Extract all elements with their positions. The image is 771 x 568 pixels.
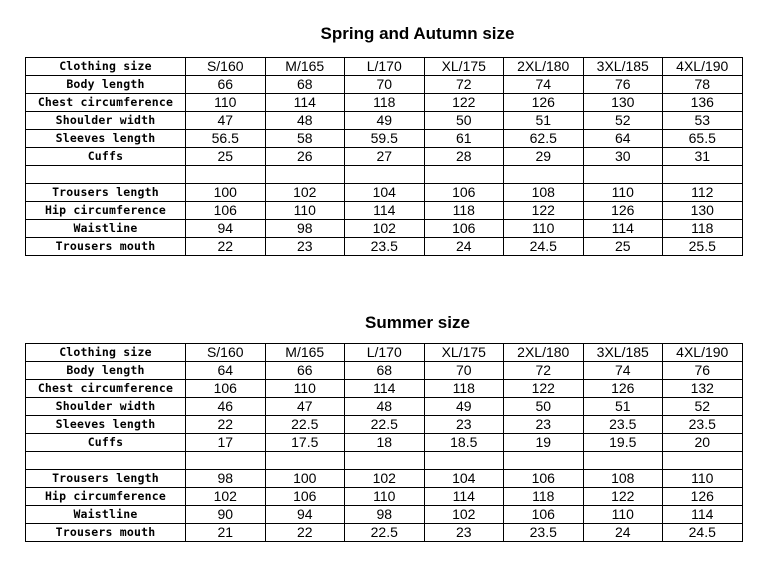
value-cell: 17 (186, 434, 266, 452)
value-cell: 118 (345, 94, 425, 112)
value-cell: 76 (583, 76, 663, 94)
row-label-cell: Hip circumference (26, 488, 186, 506)
value-cell: 58 (265, 130, 345, 148)
value-cell: 24.5 (504, 238, 584, 256)
spring-autumn-size-table (25, 57, 743, 256)
value-cell: 24 (583, 524, 663, 542)
value-cell (663, 166, 743, 184)
value-cell: 18.5 (424, 434, 504, 452)
table-row (26, 434, 743, 452)
value-cell: 19.5 (583, 434, 663, 452)
value-cell: 19 (504, 434, 584, 452)
value-cell: 106 (504, 506, 584, 524)
value-cell: 22 (186, 416, 266, 434)
value-cell: 18 (345, 434, 425, 452)
header-size-cell: L/170 (345, 344, 425, 362)
table-row (26, 398, 743, 416)
value-cell: 23 (504, 416, 584, 434)
value-cell: 27 (345, 148, 425, 166)
value-cell: 26 (265, 148, 345, 166)
table-row (26, 166, 743, 184)
value-cell: 122 (424, 94, 504, 112)
value-cell: 31 (663, 148, 743, 166)
value-cell: 51 (583, 398, 663, 416)
value-cell: 23 (424, 524, 504, 542)
value-cell: 68 (345, 362, 425, 380)
value-cell: 22.5 (265, 416, 345, 434)
value-cell: 47 (186, 112, 266, 130)
value-cell: 106 (504, 470, 584, 488)
value-cell: 74 (583, 362, 663, 380)
table-row (26, 416, 743, 434)
value-cell: 100 (265, 470, 345, 488)
value-cell: 110 (504, 220, 584, 238)
row-label-cell: Body length (26, 76, 186, 94)
value-cell: 106 (424, 220, 504, 238)
header-size-cell: L/170 (345, 58, 425, 76)
value-cell: 23.5 (345, 238, 425, 256)
value-cell: 66 (265, 362, 345, 380)
value-cell: 48 (345, 398, 425, 416)
row-label-cell: Body length (26, 362, 186, 380)
value-cell: 72 (504, 362, 584, 380)
value-cell (345, 452, 425, 470)
table-row (26, 506, 743, 524)
value-cell: 110 (583, 506, 663, 524)
table-row (26, 470, 743, 488)
value-cell: 90 (186, 506, 266, 524)
header-size-cell: M/165 (265, 344, 345, 362)
value-cell: 106 (186, 380, 266, 398)
row-label-cell: Sleeves length (26, 416, 186, 434)
row-label-cell: Cuffs (26, 434, 186, 452)
value-cell: 50 (504, 398, 584, 416)
value-cell: 98 (265, 220, 345, 238)
table-row (26, 148, 743, 166)
table-row (26, 220, 743, 238)
value-cell: 114 (345, 202, 425, 220)
value-cell: 126 (663, 488, 743, 506)
value-cell: 114 (345, 380, 425, 398)
value-cell (186, 166, 266, 184)
value-cell: 106 (265, 488, 345, 506)
header-size-cell: 4XL/190 (663, 58, 743, 76)
value-cell: 118 (424, 202, 504, 220)
value-cell (504, 452, 584, 470)
header-size-cell: 3XL/185 (583, 58, 663, 76)
table-header-row (26, 344, 743, 362)
row-label-cell: Trousers length (26, 184, 186, 202)
value-cell: 65.5 (663, 130, 743, 148)
value-cell: 102 (186, 488, 266, 506)
value-cell: 106 (424, 184, 504, 202)
header-size-cell: M/165 (265, 58, 345, 76)
value-cell: 108 (583, 470, 663, 488)
value-cell: 130 (663, 202, 743, 220)
value-cell (265, 452, 345, 470)
value-cell: 52 (663, 398, 743, 416)
value-cell: 102 (345, 220, 425, 238)
value-cell: 114 (424, 488, 504, 506)
row-label-cell (26, 452, 186, 470)
value-cell: 48 (265, 112, 345, 130)
value-cell: 49 (424, 398, 504, 416)
value-cell: 72 (424, 76, 504, 94)
value-cell: 68 (265, 76, 345, 94)
value-cell: 46 (186, 398, 266, 416)
value-cell: 110 (186, 94, 266, 112)
value-cell: 126 (583, 202, 663, 220)
value-cell: 22.5 (345, 524, 425, 542)
value-cell: 29 (504, 148, 584, 166)
value-cell: 114 (583, 220, 663, 238)
table-row (26, 238, 743, 256)
value-cell: 78 (663, 76, 743, 94)
value-cell: 23.5 (663, 416, 743, 434)
value-cell: 118 (663, 220, 743, 238)
value-cell: 70 (424, 362, 504, 380)
value-cell: 64 (186, 362, 266, 380)
header-size-cell: 3XL/185 (583, 344, 663, 362)
value-cell: 126 (583, 380, 663, 398)
value-cell: 61 (424, 130, 504, 148)
value-cell: 23 (424, 416, 504, 434)
value-cell: 114 (265, 94, 345, 112)
value-cell: 106 (186, 202, 266, 220)
value-cell: 20 (663, 434, 743, 452)
value-cell: 108 (504, 184, 584, 202)
table-row (26, 184, 743, 202)
value-cell: 25.5 (663, 238, 743, 256)
row-label-cell (26, 166, 186, 184)
header-size-cell: S/160 (186, 344, 266, 362)
value-cell: 53 (663, 112, 743, 130)
value-cell: 23 (265, 238, 345, 256)
value-cell: 110 (265, 202, 345, 220)
value-cell: 25 (583, 238, 663, 256)
value-cell: 110 (265, 380, 345, 398)
value-cell: 28 (424, 148, 504, 166)
value-cell: 126 (504, 94, 584, 112)
table-row (26, 524, 743, 542)
value-cell (583, 166, 663, 184)
table-row (26, 130, 743, 148)
row-label-cell: Chest circumference (26, 380, 186, 398)
header-size-cell: XL/175 (424, 58, 504, 76)
row-label-cell: Cuffs (26, 148, 186, 166)
header-size-cell: 4XL/190 (663, 344, 743, 362)
table-row (26, 380, 743, 398)
row-label-cell: Trousers mouth (26, 524, 186, 542)
value-cell: 47 (265, 398, 345, 416)
table-row (26, 362, 743, 380)
row-label-cell: Hip circumference (26, 202, 186, 220)
value-cell: 64 (583, 130, 663, 148)
header-size-cell: XL/175 (424, 344, 504, 362)
value-cell: 110 (345, 488, 425, 506)
value-cell: 23.5 (583, 416, 663, 434)
spring-autumn-title: Spring and Autumn size (320, 24, 515, 43)
row-label-cell: Waistline (26, 220, 186, 238)
value-cell (265, 166, 345, 184)
value-cell: 22 (265, 524, 345, 542)
value-cell: 30 (583, 148, 663, 166)
value-cell: 51 (504, 112, 584, 130)
value-cell: 104 (345, 184, 425, 202)
header-size-cell: 2XL/180 (504, 58, 584, 76)
value-cell: 22 (186, 238, 266, 256)
value-cell: 76 (663, 362, 743, 380)
value-cell: 52 (583, 112, 663, 130)
summer-title: Summer size (365, 313, 470, 332)
row-label-cell: Trousers mouth (26, 238, 186, 256)
value-cell: 98 (186, 470, 266, 488)
value-cell: 110 (663, 470, 743, 488)
value-cell: 102 (345, 470, 425, 488)
value-cell: 122 (504, 202, 584, 220)
value-cell: 66 (186, 76, 266, 94)
header-size-cell: 2XL/180 (504, 344, 584, 362)
value-cell: 102 (424, 506, 504, 524)
value-cell: 110 (583, 184, 663, 202)
row-label-cell: Waistline (26, 506, 186, 524)
value-cell: 24 (424, 238, 504, 256)
value-cell: 24.5 (663, 524, 743, 542)
row-label-cell: Shoulder width (26, 398, 186, 416)
value-cell: 102 (265, 184, 345, 202)
value-cell: 118 (504, 488, 584, 506)
table-header-row (26, 58, 743, 76)
table-row (26, 452, 743, 470)
value-cell: 70 (345, 76, 425, 94)
value-cell: 94 (186, 220, 266, 238)
value-cell (345, 166, 425, 184)
value-cell: 49 (345, 112, 425, 130)
value-cell: 25 (186, 148, 266, 166)
value-cell: 98 (345, 506, 425, 524)
value-cell: 23.5 (504, 524, 584, 542)
value-cell: 62.5 (504, 130, 584, 148)
value-cell (424, 166, 504, 184)
header-label-cell: Clothing size (26, 344, 186, 362)
value-cell (504, 166, 584, 184)
header-size-cell: S/160 (186, 58, 266, 76)
table-row (26, 76, 743, 94)
table-row (26, 488, 743, 506)
header-label-cell: Clothing size (26, 58, 186, 76)
value-cell: 50 (424, 112, 504, 130)
value-cell: 114 (663, 506, 743, 524)
value-cell: 22.5 (345, 416, 425, 434)
row-label-cell: Chest circumference (26, 94, 186, 112)
table-row (26, 112, 743, 130)
value-cell: 118 (424, 380, 504, 398)
value-cell: 130 (583, 94, 663, 112)
value-cell: 112 (663, 184, 743, 202)
value-cell: 59.5 (345, 130, 425, 148)
value-cell (186, 452, 266, 470)
table-row (26, 94, 743, 112)
value-cell: 104 (424, 470, 504, 488)
value-cell: 136 (663, 94, 743, 112)
value-cell: 74 (504, 76, 584, 94)
value-cell: 122 (583, 488, 663, 506)
value-cell: 21 (186, 524, 266, 542)
row-label-cell: Sleeves length (26, 130, 186, 148)
value-cell: 17.5 (265, 434, 345, 452)
value-cell (663, 452, 743, 470)
summer-size-table (25, 343, 743, 542)
value-cell: 56.5 (186, 130, 266, 148)
value-cell (583, 452, 663, 470)
value-cell (424, 452, 504, 470)
value-cell: 132 (663, 380, 743, 398)
row-label-cell: Trousers length (26, 470, 186, 488)
value-cell: 94 (265, 506, 345, 524)
table-row (26, 202, 743, 220)
value-cell: 100 (186, 184, 266, 202)
value-cell: 122 (504, 380, 584, 398)
row-label-cell: Shoulder width (26, 112, 186, 130)
